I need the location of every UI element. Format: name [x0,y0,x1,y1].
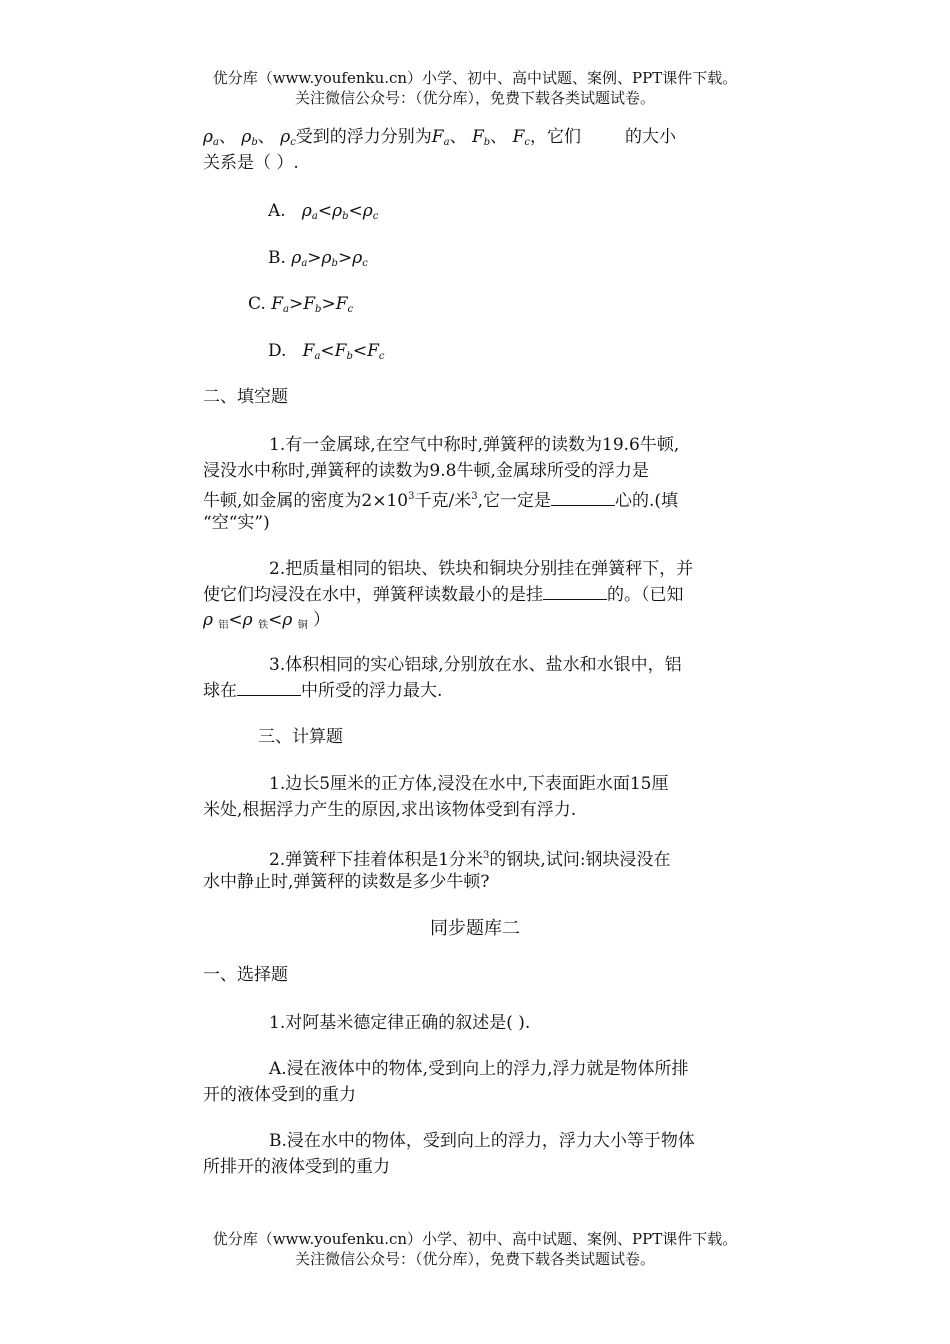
fill-q3-line-2 [203,678,748,704]
separator: 、 [218,127,236,147]
calc-q1-line-1: 1.边长5厘米的正方体,浸没在水中,下表面距水面15厘 [269,774,669,794]
rho-symbol: ρ [241,127,252,147]
header-line-1: 优分库（www.youfenku.cn）小学、初中、高中试题、案例、PPT课件下载。 [212,69,738,87]
subscript-b: b [483,137,491,148]
fill-q3-line-1: 3.体积相同的实心铝球,分别放在水、盐水和水银中，铝 [269,655,682,675]
fill-q1-line-2: 浸没水中称时,弹簧秤的读数为9.8牛顿,金属球所受的浮力是 [203,461,649,481]
subscript-a: a [213,137,219,148]
question-continuation-line-2: 关系是（ ）. [203,153,299,173]
answer-blank[interactable] [237,680,301,696]
rho-symbol: ρ [203,127,213,147]
subscript-c: c [362,258,368,269]
answer-blank[interactable] [551,490,615,506]
section2-heading: 一、选择题 [203,965,288,985]
section-heading-calc: 三、计算题 [258,727,343,747]
force-symbol: F [512,127,525,147]
rho-symbol: ρ [352,248,363,268]
fill-q1-line-1: 1.有一金属球,在空气中称时,弹簧秤的读数为19.6牛顿, [269,435,680,455]
superscript: 3 [408,491,415,502]
rho-symbol: ρ [332,201,343,221]
greater-than: > [337,248,353,268]
option-label: B. [268,248,286,268]
rho-symbol: ρ [362,201,373,221]
less-than: < [268,610,283,630]
option-label: A. [268,201,286,221]
subscript-c: c [290,137,296,148]
force-symbol: F [334,341,347,361]
answer-blank[interactable] [543,584,607,600]
text: 千克/米 [414,491,472,511]
subscript-aluminum: 铝 [218,620,229,631]
text: 的。（已知 [607,585,684,605]
question-text: 的大小 [624,127,676,147]
subscript-b: b [331,258,338,269]
subscript-c: c [372,211,379,222]
page-footer [0,1229,950,1269]
subscript-a: a [443,137,450,148]
superscript: 3 [471,491,478,502]
option-d [268,338,813,370]
force-symbol: F [431,127,444,147]
greater-than: > [288,294,304,314]
subscript-b: b [346,351,353,362]
text: 球在 [203,681,237,701]
greater-than: > [321,294,336,314]
text: 2.弹簧秤下挂着体积是1分米 [269,850,484,870]
less-than: < [352,341,368,361]
subscript-b: b [315,304,322,315]
force-symbol: F [271,294,284,314]
less-than: < [228,610,243,630]
subscript-a: a [314,351,321,362]
calc-q1-line-2: 米处,根据浮力产生的原因,求出该物体受到有浮力. [203,800,577,820]
option-a [268,198,813,230]
subscript-a: a [283,304,289,315]
less-than: < [317,201,333,221]
separator: 、 [449,127,467,147]
question-text: 受到的浮力分别为 [295,127,432,147]
separator: 、 [257,127,275,147]
option-label: C. [248,294,266,314]
footer-line-1: 优分库（www.youfenku.cn）小学、初中、高中试题、案例、PPT课件下载。 [212,1230,738,1248]
fill-q2-line-1: 2.把质量相同的铝块、铁块和铜块分别挂在弹簧秤下，并 [269,559,694,579]
footer-line-2: 关注微信公众号：（优分库），免费下载各类试题试卷。 [294,1250,655,1268]
less-than: < [320,341,335,361]
text: 的钢块,试问:钢块浸没在 [489,850,671,870]
section2-option-b-line-1: B.浸在水中的物体，受到向上的浮力，浮力大小等于物体 [269,1131,695,1151]
section2-q1: 1.对阿基米德定律正确的叙述是( ). [269,1013,531,1033]
fill-q2-line-3 [203,607,748,639]
text: ,它一定是 [477,491,551,511]
separator: 、 [490,127,508,147]
fill-q1-line-4: “空“实”) [203,513,270,533]
superscript: 3 [483,850,490,861]
option-label: D. [268,341,287,361]
subscript-a: a [311,211,318,222]
section-title: 同步题库二 [430,918,520,939]
calc-q2-line-2: 水中静止时,弹簧秤的读数是多少牛顿? [203,872,490,892]
greater-than: > [307,248,322,268]
rho-symbol: ρ [242,610,253,630]
header-line-2: 关注微信公众号：（优分库），免费下载各类试题试卷。 [294,89,655,107]
less-than: < [348,201,363,221]
force-symbol: F [335,294,348,314]
force-symbol: F [367,341,379,361]
subscript-a: a [301,258,308,269]
subscript-c: c [378,351,385,362]
subscript-iron: 铁 [258,620,269,631]
rho-symbol: ρ [203,610,213,630]
subscript-copper: 铜 [297,620,308,631]
section-heading-fill: 二、填空题 [203,387,288,407]
page-header [0,68,950,108]
rho-symbol: ρ [301,201,312,221]
text: 心的.(填 [615,491,679,511]
subscript-c: c [524,137,530,148]
force-symbol: F [471,127,484,147]
rho-symbol: ρ [291,248,302,268]
text: 中所受的浮力最大. [301,681,443,701]
section2-option-a-line-1: A.浸在液体中的物体,受到向上的浮力,浮力就是物体所排 [269,1059,689,1079]
text: 使它们均浸没在水中，弹簧秤读数最小的是挂 [203,585,543,605]
section2-option-a-line-2: 开的液体受到的重力 [203,1085,356,1105]
question-text: ，它们 [529,127,581,147]
rho-symbol: ρ [321,248,332,268]
rho-symbol: ρ [282,610,293,630]
text: 牛顿,如金属的密度为2×10 [203,491,409,511]
option-b [268,245,813,277]
option-c [248,291,793,323]
fill-q2-line-2 [203,582,748,608]
subscript-c: c [347,304,354,315]
subscript-b: b [342,211,349,222]
subscript-b: b [251,137,258,148]
force-symbol: F [302,341,315,361]
rho-symbol: ρ [280,127,291,147]
section2-option-b-line-2: 所排开的液体受到的重力 [203,1157,390,1177]
force-symbol: F [303,294,316,314]
text: ） [313,610,331,630]
